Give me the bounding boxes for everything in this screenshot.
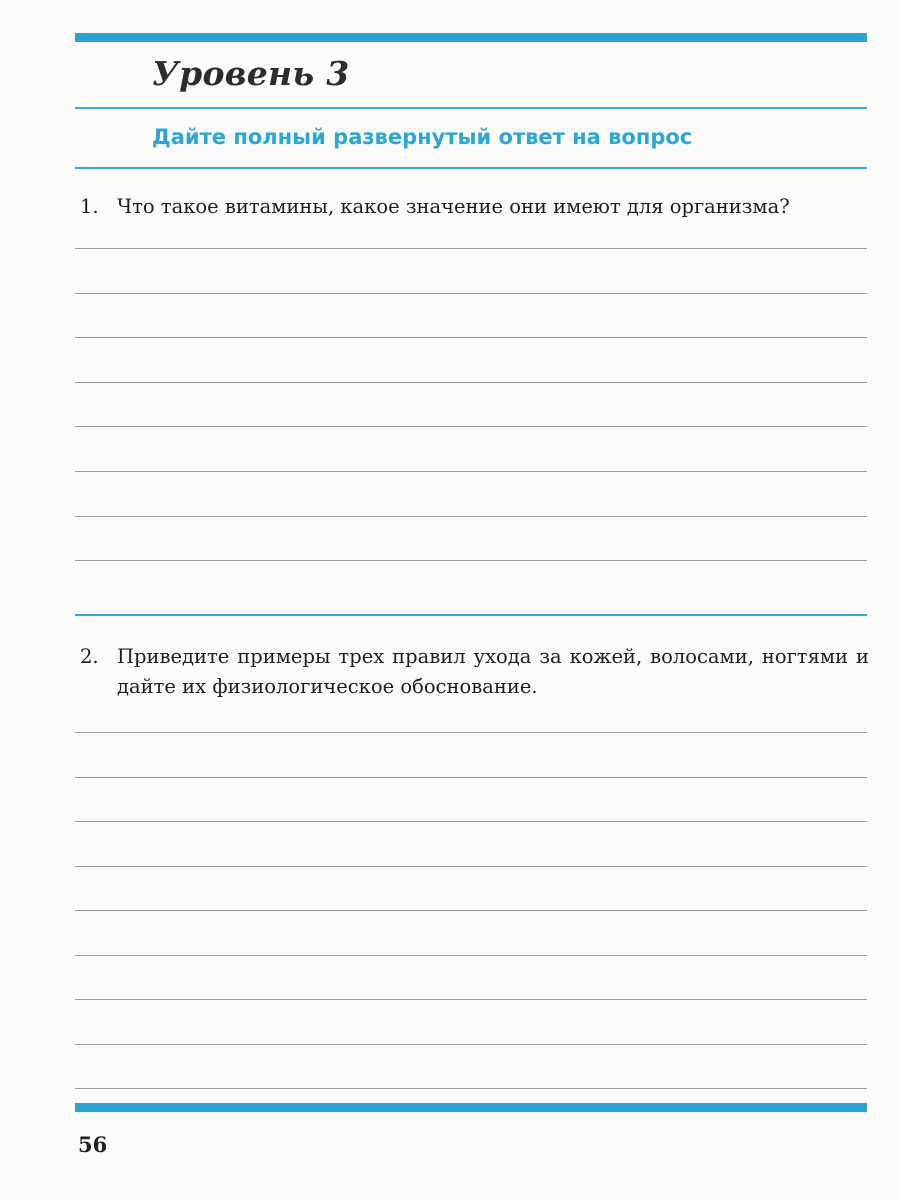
answer-line: [75, 382, 867, 383]
answer-line: [75, 777, 867, 778]
answer-line: [75, 866, 867, 867]
question-text: Приведите примеры трех правил ухода за кожей, волосами, ногтями и дайте их физиологическое обоснование.: [117, 645, 869, 698]
answer-line: [75, 248, 867, 249]
header-divider: [75, 107, 867, 109]
answer-line: [75, 293, 867, 294]
question-text: Что такое витамины, какое значение они имеют для организма?: [117, 195, 790, 218]
section-divider: [75, 614, 867, 616]
answer-line: [75, 821, 867, 822]
top-accent-stripe: [75, 33, 867, 42]
answer-line: [75, 516, 867, 517]
answer-line: [75, 560, 867, 561]
bottom-accent-stripe: [75, 1103, 867, 1112]
answer-line: [75, 471, 867, 472]
answer-line: [75, 426, 867, 427]
answer-line: [75, 1044, 867, 1045]
question-number: 2.: [80, 645, 99, 668]
instruction-heading: Дайте полный развернутый ответ на вопрос: [152, 125, 693, 149]
question-number: 1.: [80, 195, 99, 218]
instruction-divider: [75, 167, 867, 169]
answer-line: [75, 337, 867, 338]
answer-line: [75, 1088, 867, 1089]
answer-line: [75, 999, 867, 1000]
answer-line: [75, 955, 867, 956]
answer-line: [75, 732, 867, 733]
answer-line: [75, 910, 867, 911]
level-title: Уровень 3: [152, 54, 350, 93]
page-number: 56: [78, 1132, 108, 1157]
